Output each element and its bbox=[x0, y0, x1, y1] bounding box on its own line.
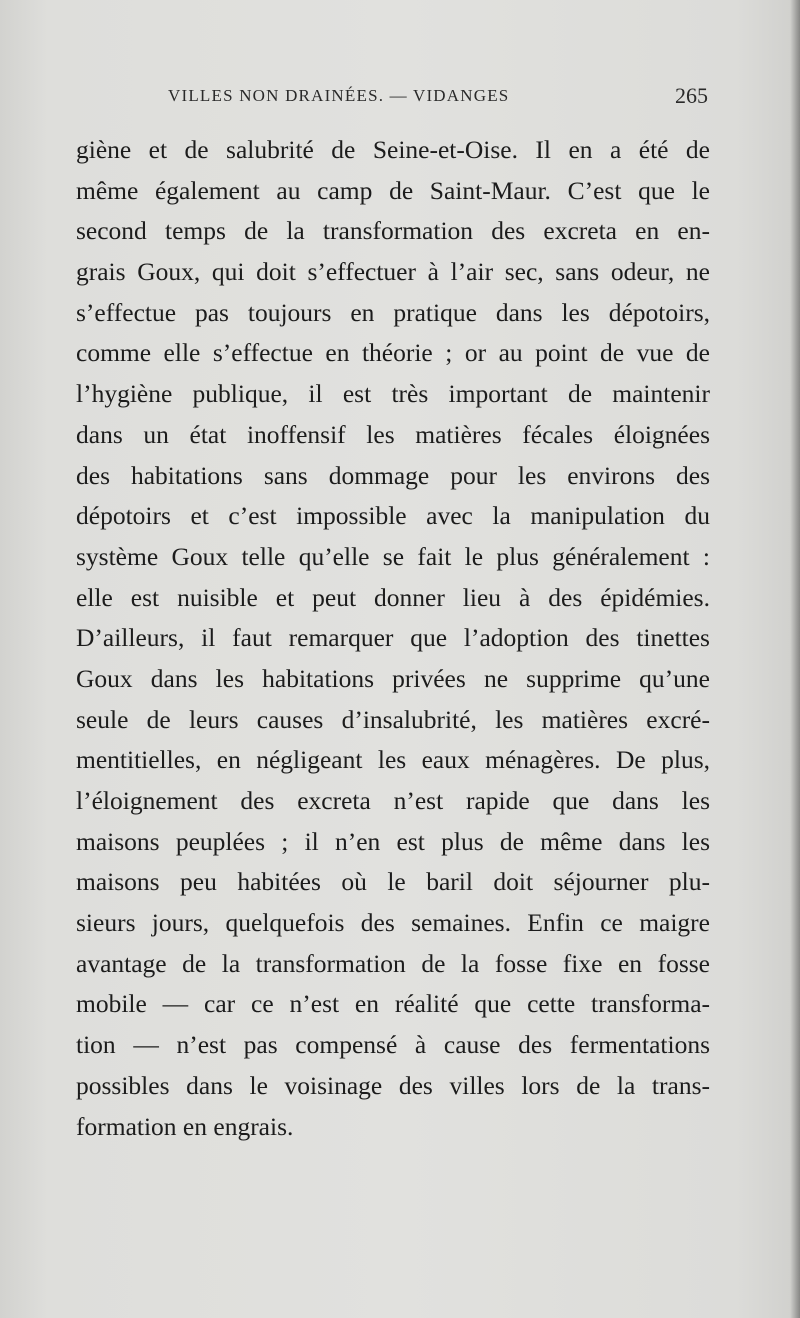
text-line: mentitielles, en négligeant les eaux ménagères. De plus, bbox=[76, 745, 710, 775]
text-line: second temps de la transformation des excreta en en- bbox=[76, 216, 710, 246]
page-number: 265 bbox=[675, 83, 708, 108]
body-text bbox=[76, 130, 710, 1147]
text-line: sieurs jours, quelquefois des semaines. Enfin ce maigre bbox=[76, 908, 710, 938]
text-line: système Goux telle qu’elle se fait le plus généralement : bbox=[76, 541, 710, 571]
text-line: l’hygiène publique, il est très important de maintenir bbox=[76, 379, 710, 409]
text-line: D’ailleurs, il faut remarquer que l’adoption des tinettes bbox=[76, 623, 710, 653]
text-line: dans un état inoffensif les matières fécales éloignées bbox=[76, 419, 710, 449]
text-line: elle est nuisible et peut donner lieu à des épidémies. bbox=[76, 582, 710, 612]
text-line: giène et de salubrité de Seine-et-Oise. Il en a été de bbox=[76, 135, 710, 164]
text-line: des habitations sans dommage pour les environs des bbox=[76, 460, 710, 490]
text-line: avantage de la transformation de la fosse fixe en fosse bbox=[76, 948, 710, 978]
text-line: Goux dans les habitations privées ne supprime qu’une bbox=[76, 663, 710, 693]
text-line: maisons peu habitées où le baril doit séjourner plu- bbox=[76, 867, 710, 897]
text-line: dépotoirs et c’est impossible avec la manipulation du bbox=[76, 501, 710, 531]
running-title: VILLES NON DRAINÉES. — VIDANGES bbox=[168, 86, 510, 105]
text-line: s’effectue pas toujours en pratique dans les dépotoirs, bbox=[76, 297, 710, 327]
text-line: seule de leurs causes d’insalubrité, les matières excré- bbox=[76, 704, 710, 734]
text-line: l’éloignement des excreta n’est rapide que dans les bbox=[76, 786, 710, 815]
text-line: mobile — car ce n’est en réalité que cette transforma- bbox=[76, 989, 710, 1019]
text-line: maisons peuplées ; il n’en est plus de même dans les bbox=[76, 826, 710, 856]
text-line: même également au camp de Saint-Maur. C’est que le bbox=[76, 175, 710, 205]
text-line: comme elle s’effectue en théorie ; or au point de vue de bbox=[76, 338, 710, 368]
text-line: possibles dans le voisinage des villes lors de la trans- bbox=[76, 1070, 710, 1100]
text-line: tion — n’est pas compensé à cause des fermentations bbox=[76, 1030, 710, 1060]
running-head bbox=[168, 83, 708, 116]
text-line: grais Goux, qui doit s’effectuer à l’air sec, sans odeur, ne bbox=[76, 257, 710, 287]
text-line-last: formation en engrais. bbox=[76, 1111, 294, 1141]
